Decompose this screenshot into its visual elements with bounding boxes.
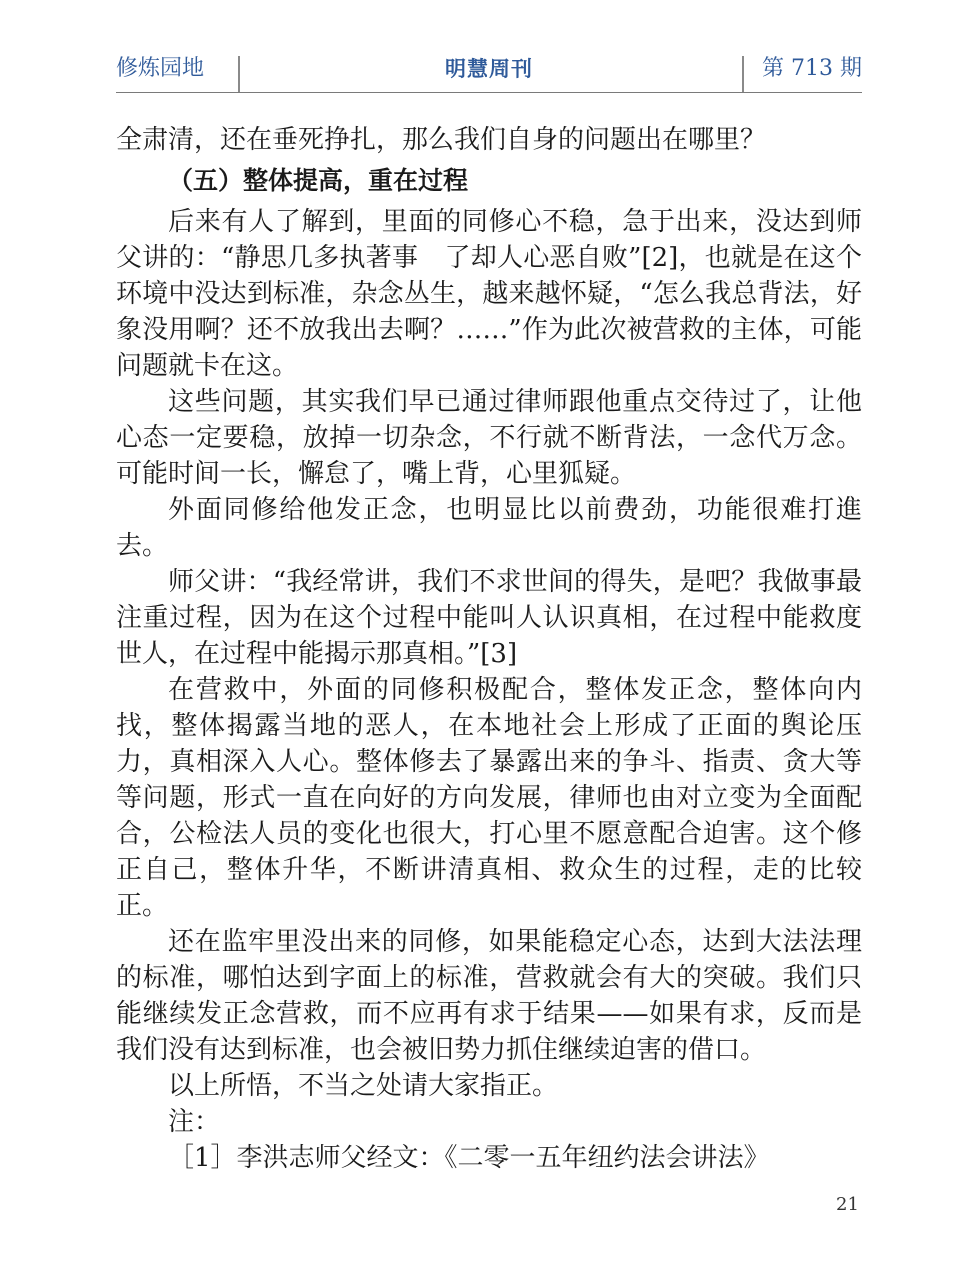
paragraph: 这些问题，其实我们早已通过律师跟他重点交待过了，让他心态一定要稳，放掉一切杂念，不行就不断背法，一念代万念。可能时间一长，懈怠了，嘴上背，心里狐疑。 (116, 387, 862, 489)
issue-number: 第 713 期 (762, 56, 862, 81)
header-divider-right (742, 56, 744, 92)
paragraph: 在营救中，外面的同修积极配合，整体发正念，整体向内找，整体揭露当地的恶人，在本地社会上形成了正面的舆论压力，真相深入人心。整体修去了暴露出来的争斗、指责、贪大等等问题，形式一直在向好的方向发展，律师也由对立变为全面配合，公检法人员的变化也很大，打心里不愿意配合迫害。这个修正自己，整体升华，不断讲清真相、救众生的过程，走的比较正。 (116, 675, 862, 921)
article-body (116, 122, 862, 1176)
page-number: 21 (836, 1194, 859, 1215)
paragraph: 后来有人了解到，里面的同修心不稳，急于出来，没达到师父讲的：“静思几多执著事 了却人心恶自败”[2]，也就是在这个环境中没达到标准，杂念丛生，越来越怀疑，“怎么我总背法，好象没用啊？还不放我出去啊？……”作为此次被营救的主体，可能问题就卡在这。 (116, 207, 862, 381)
paragraph: 以上所悟，不当之处请大家指正。 (168, 1071, 559, 1101)
footnote: ［1］李洪志师父经文：《二零一五年纽约法会讲法》 (168, 1143, 770, 1173)
paragraph: 外面同修给他发正念，也明显比以前费劲，功能很难打進去。 (116, 495, 862, 561)
paragraph: 还在监牢里没出来的同修，如果能稳定心态，达到大法法理的标准，哪怕达到字面上的标准，营救就会有大的突破。我们只能继续发正念营救，而不应再有求于结果——如果有求，反而是我们没有达到标准，也会被旧势力抓住继续迫害的借口。 (116, 927, 862, 1065)
section-title: 修炼园地 (116, 56, 205, 81)
notes-label: 注： (168, 1107, 221, 1137)
paragraph: 师父讲：“我经常讲，我们不求世间的得失，是吧？我做事最注重过程，因为在这个过程中能叫人认识真相，在过程中能救度世人，在过程中能揭示那真相。”[3] (116, 567, 862, 669)
page-header (116, 48, 862, 93)
publication-title: 明慧周刊 (445, 57, 533, 81)
section-subheading: （五）整体提高，重在过程 (168, 166, 469, 195)
paragraph: 全肃清，还在垂死挣扎，那么我们自身的问题出在哪里？ (116, 125, 767, 155)
